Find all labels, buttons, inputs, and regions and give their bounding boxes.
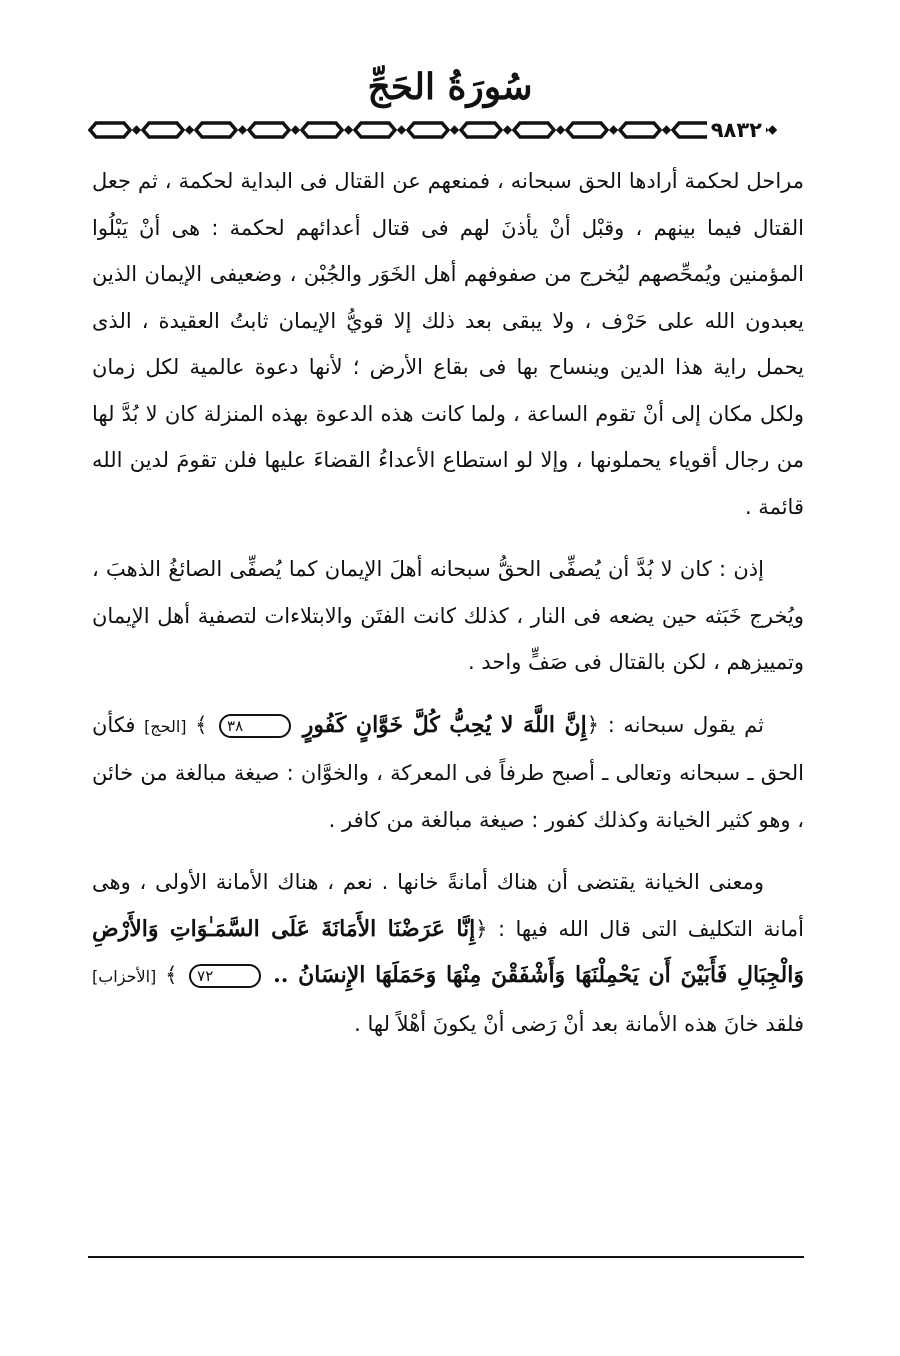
surah-title: سُورَةُ الحَجِّ: [367, 66, 533, 108]
paragraph-3-intro: ثم يقول سبحانه :: [607, 712, 764, 737]
chain-link: [567, 123, 607, 137]
chain-diamond: [451, 126, 459, 134]
paragraph-4-intro: ومعنى الخيانة يقتضى أن هناك أمانةً خانها . نعم ، هناك الأمانة الأولى ، وهى أمانة التكليف التى قال الله فيها :: [92, 870, 804, 941]
chain-link: [196, 123, 236, 137]
chain-link: [249, 123, 289, 137]
chain-link: [355, 123, 395, 137]
paragraph-1: [92, 158, 804, 530]
paragraph-2-text: إذن : كان لا بُدَّ أن يُصفِّى الحقُّ سبحانه أهلَ الإيمان كما يُصفِّى الصائغُ الذهبَ ، ويُخرج خَبَثه حين يضعه فى النار ، كذلك كانت الفتَن والابتلاءات لتصفية أهل الإيمان وتمييزهم ، لكن بالقتال فى صَفٍّ واحد .: [92, 557, 804, 674]
chain-diamond: [504, 126, 512, 134]
chain-diamond: [398, 126, 406, 134]
ornamental-border: [88, 116, 804, 144]
chain-diamond: [769, 126, 777, 134]
chain-diamond: [133, 126, 141, 134]
surah-reference: [الحج]: [144, 716, 187, 736]
quran-verse: إِنَّا عَرَضْنَا الأَمَانَةَ عَلَى السَّمَـٰوَاتِ وَالأَرْضِ وَالْجِبَالِ فَأَبَيْنَ أَن يَحْمِلْنَهَا وَأَشْفَقْنَ مِنْهَا وَحَمَلَهَا الإِنسَانُ ..: [92, 915, 804, 988]
footer-rule: [88, 1256, 804, 1258]
paragraph-3: [92, 702, 804, 844]
page-body: [92, 158, 804, 1047]
chain-link: [408, 123, 448, 137]
chain-diamond: [345, 126, 353, 134]
chain-link: [461, 123, 501, 137]
chain-diamond: [610, 126, 618, 134]
header-band: [88, 116, 804, 144]
surah-reference: [الأحزاب]: [92, 967, 157, 986]
chain-link: [302, 123, 342, 137]
chain-diamond: [292, 126, 300, 134]
paragraph-4: [92, 859, 804, 1047]
verse-open-bracket: ﴿: [475, 916, 488, 941]
chain-diamond: [186, 126, 194, 134]
chain-diamond: [663, 126, 671, 134]
paragraph-2: [92, 546, 804, 686]
ayah-number-badge: ٧٢: [189, 964, 261, 988]
chain-link: [143, 123, 183, 137]
verse-close-bracket: ﴾: [195, 712, 208, 737]
chain-diamond: [557, 126, 565, 134]
chain-link: [514, 123, 554, 137]
chain-diamond: [239, 126, 247, 134]
paragraph-1-text: مراحل لحكمة أرادها الحق سبحانه ، فمنعهم عن القتال فى البداية لحكمة ، ثم جعل القتال فيما بينهم ، وقبْل أنْ يأذنَ لهم فى قتال أعدائهم لحكمة : هى أنْ يَبْلُوا المؤمنين ويُمحِّصهم ليُخرج من صفوفهم أهل الخَوَر والجُبْن ، وضعيفى الإيمان الذين يعبدون الله على حَرْف ، ولا يبقى بعد ذلك إلا قويُّ الإيمان ثابتُ العقيدة ، الذى يحمل راية هذا الدين وينساح بها فى بقاع الأرض ؛ لأنها دعوة عالمية لكل زمان ولكل مكان إلى أنْ تقوم الساعة ، ولما كانت هذه الدعوة بهذه المنزلة كان لا بُدَّ لها من رجال أقوياء يحملونها ، وإلا لو استطاع الأعداءُ القضاءَ عليها فلن تقومَ لدين الله قائمة .: [92, 169, 804, 519]
verse-close-bracket: ﴾: [165, 963, 178, 987]
chain-link: [620, 123, 660, 137]
chain-link: [90, 123, 130, 137]
quran-verse: إِنَّ اللَّهَ لا يُحِبُّ كُلَّ خَوَّانٍ كَفُورٍ: [302, 711, 587, 738]
ayah-number-badge: ٣٨: [219, 714, 291, 738]
page-number: ٩٨٣٢: [707, 116, 766, 144]
paragraph-4-text: فلقد خانَ هذه الأمانة بعد أنْ رَضى أنْ يكونَ أهْلاً لها .: [354, 1011, 804, 1036]
verse-open-bracket: ﴿: [586, 712, 600, 737]
paragraph-3-text: فكأن الحق ـ سبحانه وتعالى ـ أصبح طرفاً فى المعركة ، والخوَّان : صيغة مبالغة من خائن ، وهو كثير الخيانة وكذلك كفور : صيغة مبالغة من كافر .: [92, 712, 804, 832]
